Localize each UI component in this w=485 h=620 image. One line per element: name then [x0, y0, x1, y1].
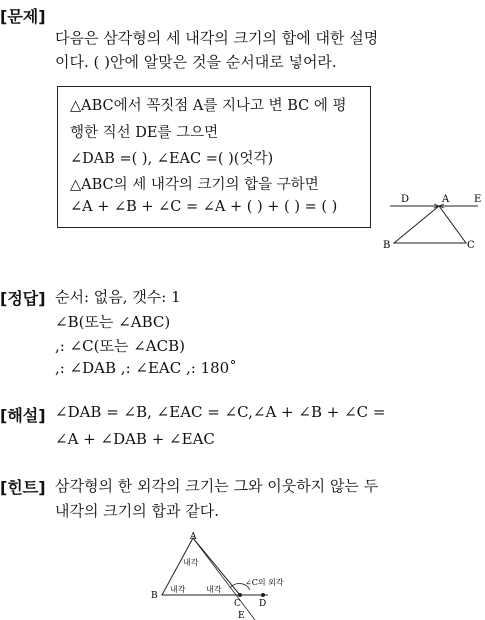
hint-exterior-angle-label: ∠C의 외각 [245, 578, 284, 587]
hint-inner-angle-c: 내각 [206, 585, 222, 594]
box-line-5: ∠A + ∠B + ∠C = ∠A + ( ) + ( ) = ( ) [70, 199, 338, 215]
box-line-3: ∠DAB =( ), ∠EAC =( )(엇각) [70, 151, 274, 167]
hint-label-b: B [151, 591, 158, 601]
explanation-tag: [해설] [0, 406, 46, 425]
hint-line-1: 삼각형의 한 외각의 크기는 그와 이웃하지 않는 두 [55, 477, 379, 495]
hint-inner-angle-b: 내각 [170, 585, 186, 594]
problem-line-2: 이다. ( )안에 알맞은 것을 순서대로 넣어라. [55, 53, 337, 71]
answer-line-4: ,: ∠DAB ,: ∠EAC ,: 180˚ [55, 359, 237, 377]
hint-label-e: E [238, 611, 245, 620]
box-line-1: △ABC에서 꼭짓점 A를 지나고 변 BC 에 평 [70, 98, 347, 114]
problem-tag: [문제] [0, 7, 46, 26]
hint-label-c: C [234, 599, 241, 609]
answer-tag: [정답] [0, 289, 46, 308]
answer-line-3: ,: ∠C(또는 ∠ACB) [55, 337, 185, 355]
problem-line-1: 다음은 삼각형의 세 내각의 크기의 합에 대한 설명 [55, 29, 379, 47]
box-line-2: 행한 직선 DE를 그으면 [70, 125, 219, 141]
parallel-line-triangle-figure [380, 188, 485, 258]
hint-label-a: A [190, 532, 197, 542]
label-c: C [467, 240, 475, 251]
label-e: E [474, 194, 482, 205]
label-b: B [383, 240, 391, 251]
explanation-line-1: ∠DAB = ∠B, ∠EAC = ∠C,∠A + ∠B + ∠C = [55, 403, 386, 421]
hint-inner-angle-a: 내각 [183, 558, 199, 567]
hint-line-2: 내각의 크기의 합과 같다. [55, 502, 219, 520]
box-line-4: △ABC의 세 내각의 크기의 합을 구하면 [70, 177, 319, 193]
label-a: A [442, 194, 450, 205]
exterior-angle-figure [150, 530, 310, 620]
hint-label-d: D [259, 599, 267, 609]
answer-line-2: ∠B(또는 ∠ABC) [55, 313, 171, 331]
answer-line-1: 순서: 없음, 갯수: 1 [55, 288, 181, 306]
label-d: D [401, 194, 410, 205]
hint-tag: [힌트] [0, 478, 46, 497]
problem-box [57, 86, 371, 228]
explanation-line-2: ∠A + ∠DAB + ∠EAC [55, 430, 215, 448]
